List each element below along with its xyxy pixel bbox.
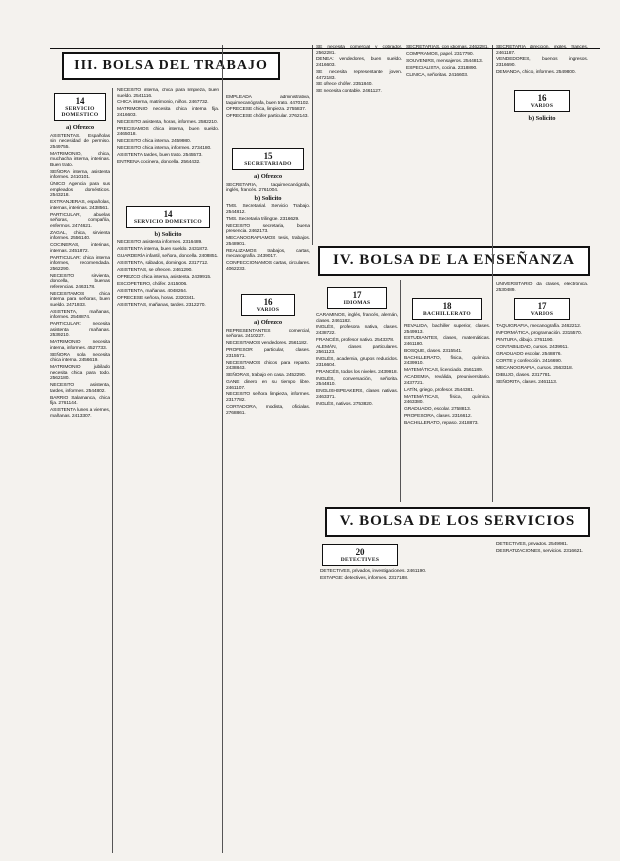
category-name: SERVICIO DOMESTICO (133, 218, 202, 225)
classified-ad: ENTRENA cocinera, doncella. 2564432. (117, 160, 201, 166)
classified-ad: FRANCÉS, todos los niveles. 2439918. (316, 369, 398, 375)
classified-ad: NECESITO secretaria, buena presencia. 2462173. (226, 223, 310, 235)
subheading-solicito: b) Solicito (154, 230, 182, 238)
classified-ad: GUARDERÍA infantil, señora, doncella. 2408851. (117, 254, 219, 260)
category-box (54, 93, 106, 121)
classified-ad: OFRECESE chica, limpieza. 2755837. (226, 107, 307, 113)
classified-ad: SE necesita representante joven. 4472183. (316, 69, 402, 81)
column-4-ensenanza (316, 282, 398, 502)
classified-ad: BACHILLERATO, física, química. 2439910. (404, 355, 490, 367)
classified-ad: TMS. Secretaria trilingüe. 2316629. (226, 216, 300, 222)
classified-ad: NECESITAMOS vendedores. 2561182. (226, 341, 308, 347)
classified-ad: ENGLISHSPEAKERS, clases nativas. 2463371. (316, 389, 398, 400)
classified-ad: TAQUIGRAFIA, mecanografía. 2462212. (496, 324, 582, 330)
classified-ad: ASISTENTA interna, buen sueldo. 2431872. (117, 247, 209, 253)
classified-ad: SECRETARIA, taquimecanógrafa, inglés, francés. 2761004. (226, 182, 310, 194)
column-rule (112, 88, 113, 853)
classified-ad: CLINICA, señoritas. 2416603. (406, 72, 469, 78)
subheading-ofrezco: a) Ofrezco (66, 124, 94, 131)
classified-ad: ASISTENTAS, mañanas, tardes. 2312270. (117, 302, 206, 308)
subheading-ofrezco: a) Ofrezco (254, 172, 282, 180)
category-box (241, 294, 295, 316)
classified-ad: NECESITO señora limpieza, informes. 2317782. (226, 392, 310, 404)
classified-ad: ESTAPGE: detectives, informes. 2317188. (320, 575, 409, 581)
classified-ad: OFRECESE señora, horas. 2320341. (117, 295, 196, 301)
classified-ad: NECESITO chica interna. 2459980. (117, 139, 191, 145)
category-number: 18 (442, 301, 452, 311)
classified-ad: CONFECCIONAMOS cartas, circulares. 4062233. (226, 261, 310, 272)
classified-ad: NECESITAMOS chicos para reparto. 2438843. (226, 360, 310, 372)
category-box (327, 287, 387, 309)
column-rule (400, 280, 401, 502)
classified-ad: SE necesita comercial y cobrador. 2562281. (316, 45, 402, 56)
classified-ad: ASISTENTA lunes a viernes, mañanas. 2413307. (50, 408, 110, 419)
classified-ad: OFRECESE chófer particular. 2762143. (226, 114, 309, 120)
classified-ad: ÚNICO Agencia para sus empleados domésticos. 2543218. (50, 182, 110, 199)
classified-ad: EMPLEADA administrativa, taquimecanógrafa, buen trato. 4470102. (226, 95, 310, 106)
classified-ad: LATÍN, griego, profesor. 2544381. (404, 387, 475, 393)
category-box (412, 298, 482, 320)
banner-bolsa-ensenanza: IV. BOLSA DE LA ENSEÑANZA (318, 246, 590, 276)
classified-ad: ASISTENTA tardes, buen trato. 2545573. (117, 153, 203, 159)
subheading-ofrezco: a) Ofrezco (254, 319, 282, 327)
classified-ad: ASISTENTA, mañanas. 4048264. (117, 288, 187, 294)
classified-ad: PRECISAMOS chica interna, buen sueldo. 2465018. (117, 126, 219, 138)
column-1 (50, 88, 110, 853)
classified-ad: ACADEMIA, reválida, preuniversitario. 2437721. (404, 375, 490, 386)
category-number: 15 (263, 150, 273, 161)
category-number: 16 (537, 92, 547, 103)
classified-ad: EXTRANJERAS, españolas, internas, interinas. 2438561. (50, 200, 110, 211)
classified-ad: BACHILLERATO, repaso. 2418873. (404, 421, 479, 427)
classified-ad: GRADUADO, escolar. 2758813. (404, 407, 471, 413)
classified-ad: ASISTENTA, sábados, domingos. 2317712. (117, 261, 209, 267)
column-rule (222, 45, 223, 853)
classified-ad: ASISTENTAS. Españolas sin necesidad de permiso. 2549755. (50, 133, 110, 150)
classified-ad: CORTADORA, modista, oficialas. 2768861. (226, 404, 310, 416)
category-name: SECRETARIADO (244, 160, 292, 167)
category-number: 17 (537, 301, 547, 312)
classified-ad: INFORMÁTICA, programación. 2315570. (496, 331, 582, 337)
classified-ad: CARAMINOS, inglés, francés, alemán, clases. 2461182. (316, 313, 398, 324)
category-box (126, 206, 210, 228)
classified-ad: ESTUDIANTES, clases, matemáticas. 2461180. (404, 336, 490, 348)
classified-ad: NECESITO chica interna, informes. 2734180. (117, 146, 212, 152)
classified-ad: INGLÉS, conversación, señorita. 2544810. (316, 376, 398, 388)
classified-ad: INGLÉS, profesora nativa, clases. 2438722. (316, 325, 398, 337)
classified-ad: MECANOGRAFIAMOS tesis, trabajos. 2548901. (226, 236, 310, 247)
classified-ad: MATRIMONIO, chica, muchacha interna, interinas. Buen trato. (50, 151, 110, 168)
classified-ad: SEÑORA interna, asistenta informes. 2410101. (50, 169, 110, 181)
classified-ad: DEMANDA, chico, informes. 2549800. (496, 69, 576, 75)
column-4-servicios (320, 542, 490, 600)
classified-ad: CHICA interna, matrimonio, niños. 2467732. (117, 100, 209, 106)
classified-ad: INGLÉS, academia, grupos reducidos. 2316604. (316, 357, 398, 368)
category-number: 14 (75, 96, 85, 106)
classified-ad: PROFESORA, clases. 2316612. (404, 414, 472, 420)
classified-ad: SEÑORAS, trabajo en casa. 2452290. (226, 373, 306, 379)
classified-ad: FRANCÉS, profesor nativo. 2543378. (316, 337, 395, 343)
classified-ad: SE ofrece chófer. 2351840. (316, 82, 373, 88)
classified-ad: PARTICULAR: necesita asistenta mañanas. 2539210. (50, 322, 110, 339)
classified-ad: CONTABILIDAD, cursos. 2439911. (496, 344, 569, 350)
classified-ad: NECESITAMOS chica interna para señoras, buen sueldo. 2471933. (50, 291, 110, 308)
classified-ad: INGLÉS, nativos. 2753820. (316, 401, 373, 407)
classified-ad: DENEA: vendedores, buen sueldo. 2416603. (316, 57, 402, 69)
banner-bolsa-trabajo: III. BOLSA DEL TRABAJO (62, 52, 280, 80)
column-rule (312, 45, 313, 245)
category-box (514, 90, 570, 112)
classified-ad: DIBUJO, clases. 2317781. (496, 372, 552, 378)
classified-ad: UNIVERSITARIO da clases, electrónica. 2530489. (496, 282, 588, 293)
classified-ad: MATEMÁTICAS, licenciado. 2561189. (404, 368, 483, 374)
classified-ad: GRADUADO escolar. 2548876. (496, 351, 562, 357)
classified-ad: TMS. Secretarial. Servicio Trabajo. 2544812. (226, 204, 310, 215)
classified-ad: SECRETARIA dirección, inglés, francés. 2461187. (496, 45, 588, 56)
classified-ad: SECRETARIAS, con idiomas. 2462281. (406, 45, 489, 50)
category-name: BACHILLERATO (422, 311, 472, 317)
classified-ad: ZAGAL, chica, sirvienta informes. 2556140. (50, 230, 110, 242)
subheading-solicito: b) Solicito (254, 194, 282, 202)
classified-ad: SOUVENIRS, mensajeros. 2544813. (406, 58, 483, 64)
classified-ad: NECESITO asistenta informes. 2316489. (117, 240, 203, 246)
classified-ad: NECESITO asistenta, tardes, informes. 2544802. (50, 383, 110, 394)
column-4-top (316, 45, 402, 243)
classified-ad: REVALIDA, bachiller superior, clases. 2549913. (404, 324, 490, 335)
classified-ad: COMPRAMOS, papel. 2317790. (406, 51, 474, 57)
classified-ad: DESRATIZACIONES, servicios. 2316621. (496, 548, 584, 554)
subheading-solicito: b) Solicito (528, 114, 556, 122)
category-number: 14 (163, 208, 173, 219)
classified-ad: REPRESENTANTES comercial, señoras. 2410227. (226, 328, 310, 340)
column-5-top (406, 45, 490, 243)
classified-ad: PARTICULAR: chica interna informes, recomendada. 2562290. (50, 255, 110, 272)
classified-ad: OFREZCO chica interna, asistenta. 2439915. (117, 274, 212, 280)
category-name: VARIOS (530, 311, 554, 318)
category-box (514, 298, 570, 320)
classified-ad: MATEMÁTICAS, física, química. 2463380. (404, 394, 490, 406)
category-name: DETECTIVES (340, 557, 380, 563)
category-name: VARIOS (530, 102, 554, 109)
classified-ad: GANE dinero en su tiempo libre. 2461107. (226, 380, 310, 391)
category-name: SERVICIO DOMESTICO (61, 106, 99, 118)
classified-ad: NECESITO sirvienta, doncella, buenas referencias. 2463178. (50, 273, 110, 290)
classified-ad: SEÑORITA, clases. 2461113. (496, 379, 558, 385)
classified-ad: SE necesita contable. 2461127. (316, 89, 382, 95)
category-box (232, 148, 304, 170)
classified-ad: NECESITO asistenta, horas, informes. 2582210. (117, 119, 218, 125)
column-6-top (496, 45, 588, 243)
classified-ad: PROFESOR particular, clases. 2315571. (226, 348, 310, 359)
classified-ad: MATRIMONIO necesita chica interna fija. 2416603. (117, 107, 219, 118)
classified-ad: REALIZAMOS trabajos, cartas, mecanografía. 2439017. (226, 248, 310, 260)
classified-ad: COCINERAS, interinas, internas. 2451872. (50, 243, 110, 254)
classified-ad: BARRIO Salamanca, chica fija. 2761144. (50, 395, 110, 407)
classified-ad: ASISTENTA, mañanas, informes. 2548874. (50, 309, 110, 321)
category-number: 17 (352, 290, 362, 300)
classified-ad: PARTICULAR, abuelas señoras, compañía, enfermos. 2474621. (50, 212, 110, 229)
classified-ad: DETECTIVES, privados. 2549981. (496, 542, 569, 547)
classified-ad: MECANOGRAFIA, cursos. 2563318. (496, 365, 573, 371)
column-2 (117, 88, 219, 853)
classified-ad: MATRIMONIO necesita interna, informes. 4527733. (50, 340, 110, 351)
classified-ad: VENDEDORES, buenos ingresos. 2316690. (496, 57, 588, 69)
banner-bolsa-servicios: V. BOLSA DE LOS SERVICIOS (325, 507, 590, 537)
category-number: 20 (355, 547, 365, 557)
classified-ad: SEÑORA sola necesita chica interna. 2456619. (50, 352, 110, 364)
column-rule (492, 45, 493, 502)
classified-ad: CORTE y confección. 2416690. (496, 358, 562, 364)
column-6-ensenanza (496, 282, 588, 502)
column-5-ensenanza (404, 282, 490, 502)
classified-ad: DETECTIVES, privados, investigaciones. 2461190. (320, 569, 427, 574)
category-box (322, 544, 398, 566)
classified-ad: ESCOPETERO, chófer. 2415006. (117, 281, 188, 287)
classified-ad: MATRIMONIO jubilado necesita chica para todo. 2562180. (50, 365, 110, 382)
classified-ad: PINTURA, dibujo. 2761190. (496, 337, 554, 343)
classified-ad: ESPECIALISTA, cocina. 2318890. (406, 65, 478, 71)
category-name: IDIOMAS (343, 300, 371, 306)
classified-ad: NECESITO interna, chica para limpieza, buen sueldo. 2541116. (117, 88, 219, 99)
column-6-servicios (496, 542, 588, 602)
category-name: VARIOS (256, 307, 280, 314)
classified-ad: ASISTENTAS, se ofrecen. 2461290. (117, 267, 193, 273)
classified-ad: BOSQUE, clases. 2315541. (404, 348, 463, 354)
category-number: 16 (263, 297, 273, 308)
column-3 (226, 95, 310, 853)
classified-ad: ALEMÁN, clases particulares. 2561123. (316, 344, 398, 356)
